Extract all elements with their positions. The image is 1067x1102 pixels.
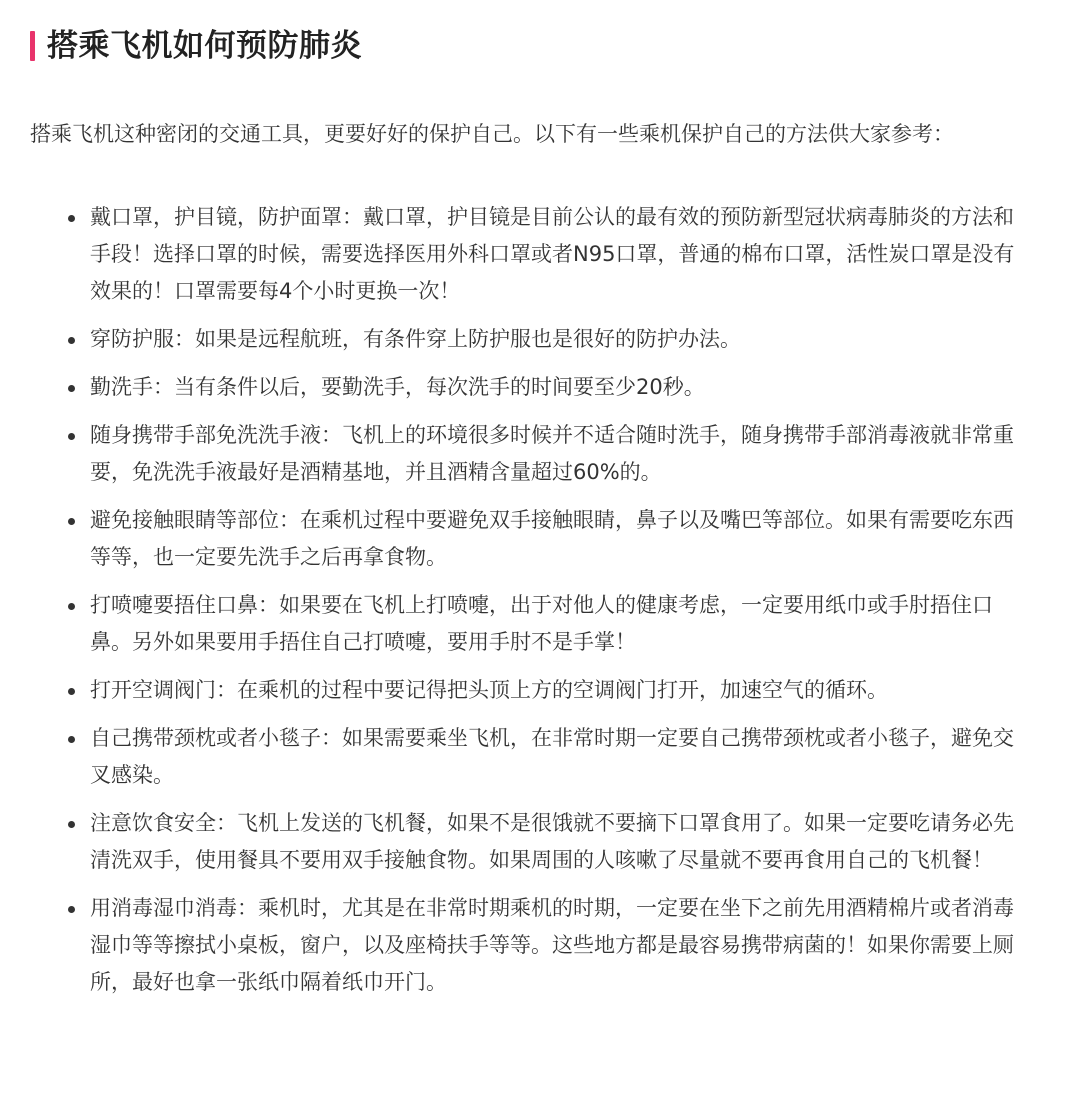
- tips-list: [30, 199, 1029, 1001]
- tip-item-cover-sneeze: 打喷嚏要捂住口鼻：如果要在飞机上打喷嚏，出于对他人的健康考虑，一定要用纸巾或手肘捂住口鼻。另外如果要用手捂住自己打喷嚏，要用手肘不是手掌！: [30, 587, 1030, 661]
- tip-item-disinfect-wipes: 用消毒湿巾消毒：乘机时，尤其是在非常时期乘机的时期，一定要在坐下之前先用酒精棉片或者消毒湿巾等等擦拭小桌板，窗户，以及座椅扶手等等。这些地方都是最容易携带病菌的！如果你需要上厕所，最好也拿一张纸巾隔着纸巾开门。: [30, 890, 1030, 1001]
- tip-item-mask: 戴口罩，护目镜，防护面罩：戴口罩，护目镜是目前公认的最有效的预防新型冠状病毒肺炎的方法和手段！选择口罩的时候，需要选择医用外科口罩或者N95口罩，普通的棉布口罩，活性炭口罩是没有效果的！口罩需要每4个小时更换一次！: [30, 199, 1030, 310]
- tip-item-wash-hands: 勤洗手：当有条件以后，要勤洗手，每次洗手的时间要至少20秒。: [30, 369, 1030, 406]
- article-title: 搭乘飞机如何预防肺炎: [47, 28, 362, 64]
- tip-item-protective-suit: 穿防护服：如果是远程航班，有条件穿上防护服也是很好的防护办法。: [30, 321, 1030, 358]
- title-row: [30, 0, 1029, 68]
- title-accent-bar: [30, 31, 35, 61]
- tip-item-neck-pillow: 自己携带颈枕或者小毯子：如果需要乘坐飞机，在非常时期一定要自己携带颈枕或者小毯子，避免交叉感染。: [30, 720, 1030, 794]
- tip-item-avoid-touching-face: 避免接触眼睛等部位：在乘机过程中要避免双手接触眼睛，鼻子以及嘴巴等部位。如果有需要吃东西等等，也一定要先洗手之后再拿食物。: [30, 502, 1030, 576]
- tip-item-air-vent: 打开空调阀门：在乘机的过程中要记得把头顶上方的空调阀门打开，加速空气的循环。: [30, 672, 1030, 709]
- article-intro: 搭乘飞机这种密闭的交通工具，更要好好的保护自己。以下有一些乘机保护自己的方法供大家参考：: [30, 122, 954, 146]
- tip-item-food-safety: 注意饮食安全：飞机上发送的飞机餐，如果不是很饿就不要摘下口罩食用了。如果一定要吃请务必先清洗双手，使用餐具不要用双手接触食物。如果周围的人咳嗽了尽量就不要再食用自己的飞机餐！: [30, 805, 1030, 879]
- tip-item-hand-sanitizer: 随身携带手部免洗洗手液：飞机上的环境很多时候并不适合随时洗手，随身携带手部消毒液就非常重要，免洗洗手液最好是酒精基地，并且酒精含量超过60%的。: [30, 417, 1030, 491]
